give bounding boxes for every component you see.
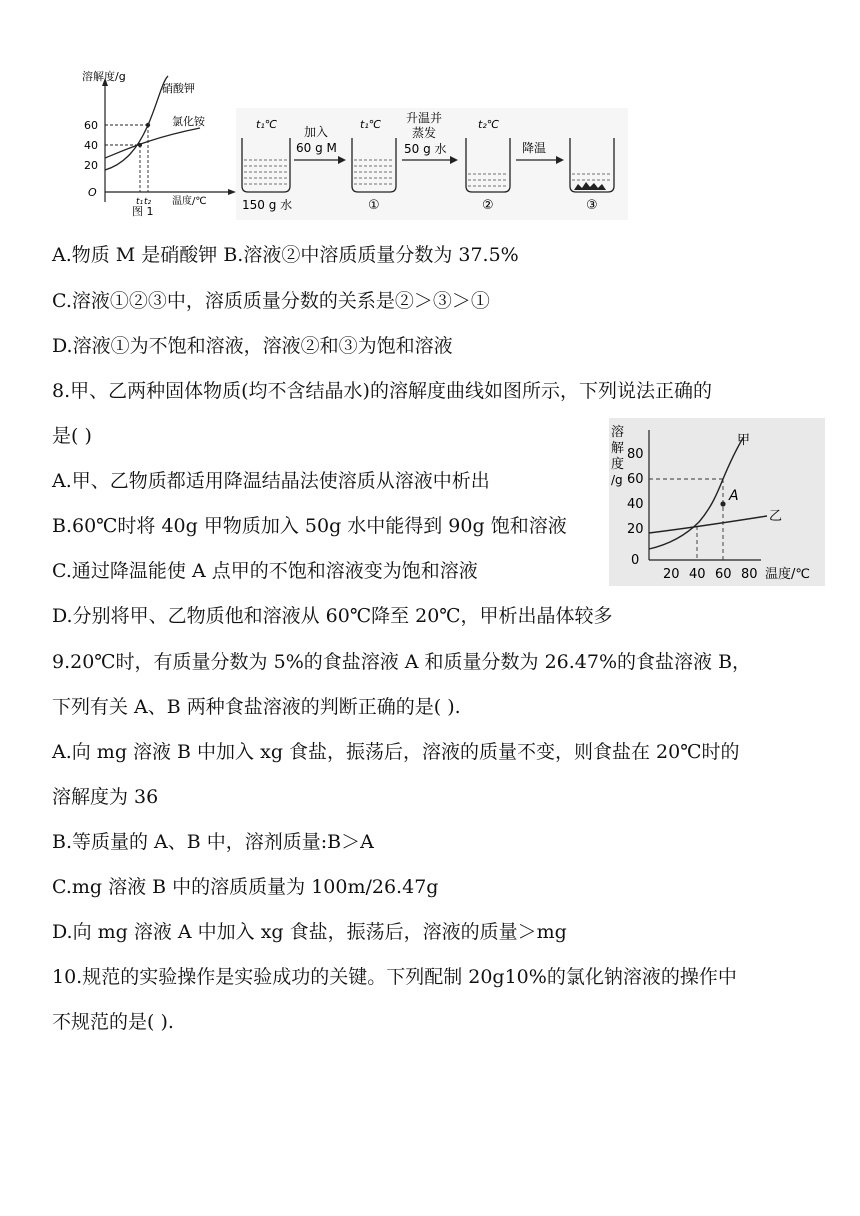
fig2-y-label-char-4: /g xyxy=(611,473,623,487)
fig1-curve-potassium-nitrate xyxy=(105,76,168,170)
q10-stem-line1: 10.规范的实验操作是实验成功的关键。下列配制 20g10%的氯化钠溶液的操作中 xyxy=(52,966,737,988)
fig1-x-axis-label: 温度/℃ xyxy=(172,196,207,207)
fig2-x-tick-60: 60 xyxy=(715,567,732,582)
fig1-label-ammonium-chloride: 氯化铵 xyxy=(172,115,205,128)
figure2-solubility-chart xyxy=(609,418,825,586)
process-diagram xyxy=(236,108,628,220)
fig1-y-tick-20: 20 xyxy=(84,159,98,172)
q7-option-c: C.溶液①②③中，溶质质量分数的关系是②＞③＞① xyxy=(52,290,490,312)
fig2-label-point-a: A xyxy=(729,488,739,504)
beaker0-label: 150 g 水 xyxy=(242,198,293,212)
step1-line2: 60 g M xyxy=(296,141,337,155)
q8-stem-line2: 是( ) xyxy=(52,425,92,447)
q9-stem-line1: 9.20℃时，有质量分数为 5%的食盐溶液 A 和质量分数为 26.47%的食盐溶液 B， xyxy=(52,651,752,673)
step2-line3: 50 g 水 xyxy=(404,142,447,156)
q9-stem-line2: 下列有关 A、B 两种食盐溶液的判断正确的是( ). xyxy=(52,696,461,718)
fig2-label-jia: 甲 xyxy=(737,433,751,448)
fig2-x-tick-20: 20 xyxy=(663,567,680,582)
q7-option-a-b: A.物质 M 是硝酸钾 B.溶液②中溶质质量分数为 37.5% xyxy=(52,244,519,266)
step2-line2: 蒸发 xyxy=(412,126,437,140)
fig1-curve-ammonium-chloride xyxy=(105,128,200,158)
fig2-y-label-char-2: 解 xyxy=(611,441,625,456)
fig2-y-tick-80: 80 xyxy=(627,447,644,462)
beaker1-temp: t₁℃ xyxy=(360,118,382,131)
fig1-point xyxy=(146,123,150,127)
fig1-x-tick-t2: t₂ xyxy=(144,197,152,207)
beaker0-temp: t₁℃ xyxy=(256,118,278,131)
beaker1-label: ① xyxy=(368,198,380,213)
q10-stem-line2: 不规范的是( ). xyxy=(52,1011,174,1033)
fig1-y-axis-label: 溶解度/g xyxy=(82,70,126,83)
q9-option-d: D.向 mg 溶液 A 中加入 xg 食盐，振荡后，溶液的质量＞mg xyxy=(52,921,567,943)
q8-option-a: A.甲、乙物质都适用降温结晶法使溶质从溶液中析出 xyxy=(52,470,490,492)
fig2-label-yi: 乙 xyxy=(769,509,783,524)
q8-stem-line1: 8.甲、乙两种固体物质(均不含结晶水)的溶解度曲线如图所示，下列说法正确的 xyxy=(52,380,712,402)
q8-option-d: D.分别将甲、乙物质他和溶液从 60℃降至 20℃，甲析出晶体较多 xyxy=(52,605,613,627)
beaker2-temp: t₂℃ xyxy=(478,118,500,131)
beaker2-label: ② xyxy=(482,198,494,213)
step3-line1: 降温 xyxy=(522,141,547,155)
fig1-x-tick-t1: t₁ xyxy=(136,197,144,207)
step2-line1: 升温并 xyxy=(406,111,443,125)
fig1-y-tick-40: 40 xyxy=(84,139,98,152)
q9-option-a-line2: 溶解度为 36 xyxy=(52,786,159,808)
q8-option-c: C.通过降温能使 A 点甲的不饱和溶液变为饱和溶液 xyxy=(52,560,478,582)
fig2-y-tick-0: 0 xyxy=(631,553,640,568)
q9-option-b: B.等质量的 A、B 中，溶剂质量:B＞A xyxy=(52,831,374,853)
fig2-x-tick-80: 80 xyxy=(741,567,758,582)
q9-option-a-line1: A.向 mg 溶液 B 中加入 xg 食盐，振荡后，溶液的质量不变，则食盐在 20℃时的 xyxy=(52,741,740,763)
fig1-y-tick-60: 60 xyxy=(84,119,98,132)
fig1-label-potassium-nitrate: 硝酸钾 xyxy=(162,82,195,95)
q7-option-d: D.溶液①为不饱和溶液，溶液②和③为饱和溶液 xyxy=(52,335,453,357)
fig2-x-axis-label: 温度/℃ xyxy=(765,567,810,582)
beaker3-label: ③ xyxy=(586,198,598,213)
figure1-solubility-chart xyxy=(80,62,240,222)
fig2-y-label-char-1: 溶 xyxy=(611,425,625,440)
fig2-y-tick-20: 20 xyxy=(627,522,644,537)
fig1-intersection-point xyxy=(138,143,142,147)
q9-option-c: C.mg 溶液 B 中的溶质质量为 100m/26.47g xyxy=(52,876,439,898)
fig2-point-a xyxy=(720,501,725,506)
step1-line1: 加入 xyxy=(304,125,329,139)
fig1-caption: 图 1 xyxy=(132,205,154,218)
fig2-y-label-char-3: 度 xyxy=(611,457,625,472)
fig2-y-tick-60: 60 xyxy=(627,472,644,487)
fig2-x-tick-40: 40 xyxy=(689,567,706,582)
fig2-y-tick-40: 40 xyxy=(627,497,644,512)
q8-option-b: B.60℃时将 40g 甲物质加入 50g 水中能得到 90g 饱和溶液 xyxy=(52,515,567,537)
fig1-origin: O xyxy=(88,186,97,199)
